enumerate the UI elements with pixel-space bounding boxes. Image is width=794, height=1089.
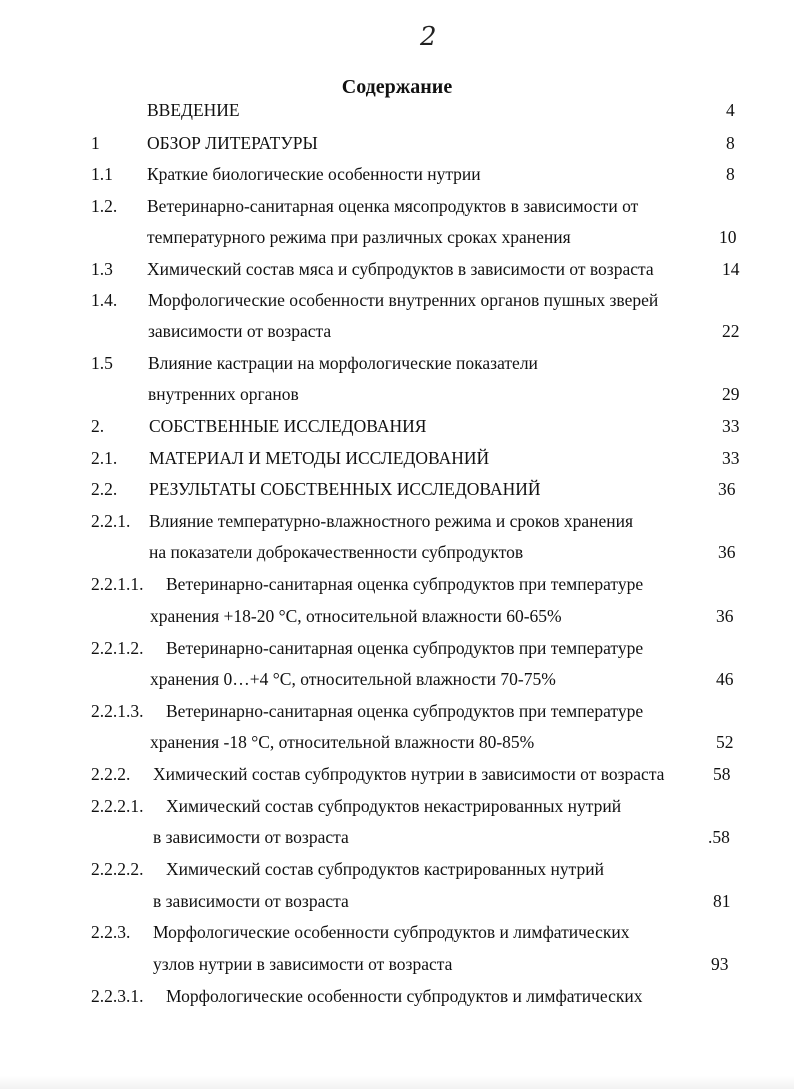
toc-number: 1.1: [91, 164, 113, 184]
toc-number: 1: [91, 133, 100, 153]
toc-page: 33: [722, 416, 740, 436]
toc-text: хранения -18 °С, относительной влажности 80-85%: [150, 732, 535, 752]
toc-line: [0, 669, 794, 693]
toc-page: 93: [711, 954, 729, 974]
toc-page: 10: [719, 227, 737, 247]
toc-page: 22: [722, 321, 740, 341]
toc-text: ОБЗОР ЛИТЕРАТУРЫ: [147, 133, 318, 153]
toc-page: 36: [718, 479, 736, 499]
toc-line: [0, 353, 794, 377]
toc-text: Ветеринарно-санитарная оценка мясопродуктов в зависимости от: [147, 196, 639, 216]
toc-line: [0, 764, 794, 788]
toc-text: Влияние кастрации на морфологические показатели: [148, 353, 538, 373]
toc-line: [0, 511, 794, 535]
toc-text: РЕЗУЛЬТАТЫ СОБСТВЕННЫХ ИССЛЕДОВАНИЙ: [149, 479, 541, 499]
toc-page: 36: [718, 542, 736, 562]
toc-line: [0, 416, 794, 440]
toc-page: 58: [713, 764, 731, 784]
toc-page: 4: [726, 100, 735, 120]
toc-number: 2.1.: [91, 448, 118, 468]
toc-line: [0, 227, 794, 251]
toc-line: [0, 542, 794, 566]
toc-text: Химический состав субпродуктов некастрированных нутрий: [166, 796, 622, 816]
toc-line: [0, 954, 794, 978]
toc-line: [0, 574, 794, 598]
toc-text: в зависимости от возраста: [153, 891, 349, 911]
toc-line: [0, 448, 794, 472]
toc-text: МАТЕРИАЛ И МЕТОДЫ ИССЛЕДОВАНИЙ: [149, 448, 490, 468]
toc-line: [0, 827, 794, 851]
toc-line: [0, 638, 794, 662]
toc-number: 2.2.1.: [91, 511, 131, 531]
toc-page: 29: [722, 384, 740, 404]
toc-page: 14: [722, 259, 740, 279]
toc-page: 8: [726, 133, 735, 153]
toc-text: Влияние температурно-влажностного режима и сроков хранения: [149, 511, 634, 531]
toc-line: [0, 732, 794, 756]
toc-text: Морфологические особенности субпродуктов и лимфатических: [166, 986, 643, 1006]
toc-number: 2.2.1.3.: [91, 701, 144, 721]
toc-text: Химический состав субпродуктов нутрии в зависимости от возраста: [153, 764, 665, 784]
toc-page: 33: [722, 448, 740, 468]
toc-text: Морфологические особенности внутренних органов пушных зверей: [148, 290, 659, 310]
toc-text: хранения +18-20 °С, относительной влажности 60-65%: [150, 606, 562, 626]
handwritten-page-number: 2: [420, 22, 437, 52]
toc-number: 2.2.2.: [91, 764, 131, 784]
toc-number: 1.2.: [91, 196, 118, 216]
toc-line: [0, 479, 794, 503]
toc-number: 2.2.1.2.: [91, 638, 144, 658]
toc-line: [0, 701, 794, 725]
toc-line: [0, 290, 794, 314]
toc-line: [0, 196, 794, 220]
toc-line: [0, 891, 794, 915]
toc-text: ВВЕДЕНИЕ: [147, 100, 240, 120]
toc-page: 52: [716, 732, 734, 752]
toc-number: 1.4.: [91, 290, 118, 310]
toc-number: 2.2.2.2.: [91, 859, 144, 879]
toc-text: Химический состав субпродуктов кастрированных нутрий: [166, 859, 604, 879]
toc-text: Ветеринарно-санитарная оценка субпродуктов при температуре: [166, 701, 644, 721]
toc-number: 2.2.: [91, 479, 118, 499]
toc-page: 8: [726, 164, 735, 184]
toc-line: [0, 606, 794, 630]
toc-page: 46: [716, 669, 734, 689]
toc-line: [0, 859, 794, 883]
toc-text: в зависимости от возраста: [153, 827, 349, 847]
toc-text: узлов нутрии в зависимости от возраста: [153, 954, 453, 974]
toc-line: [0, 100, 794, 124]
toc-line: [0, 986, 794, 1010]
toc-number: 2.: [91, 416, 105, 436]
toc-line: [0, 384, 794, 408]
toc-line: [0, 133, 794, 157]
toc-page: 36: [716, 606, 734, 626]
toc-number: 2.2.3.1.: [91, 986, 144, 1006]
toc-line: [0, 922, 794, 946]
toc-number: 1.3: [91, 259, 113, 279]
toc-text: температурного режима при различных сроках хранения: [147, 227, 571, 247]
toc-number: 2.2.2.1.: [91, 796, 144, 816]
toc-text: Химический состав мяса и субпродуктов в зависимости от возраста: [147, 259, 654, 279]
toc-text: хранения 0…+4 °С, относительной влажности 70-75%: [150, 669, 556, 689]
toc-line: [0, 796, 794, 820]
scan-bottom-edge: [0, 1076, 794, 1089]
toc-text: внутренних органов: [148, 384, 299, 404]
toc-text: Краткие биологические особенности нутрии: [147, 164, 481, 184]
toc-page: .58: [708, 827, 730, 847]
toc-line: [0, 164, 794, 188]
toc-number: 2.2.1.1.: [91, 574, 144, 594]
toc-line: [0, 259, 794, 283]
toc-text: Морфологические особенности субпродуктов и лимфатических: [153, 922, 630, 942]
toc-text: зависимости от возраста: [148, 321, 332, 341]
toc-page: 81: [713, 891, 731, 911]
toc-text: Ветеринарно-санитарная оценка субпродуктов при температуре: [166, 574, 644, 594]
toc-number: 1.5: [91, 353, 113, 373]
toc-text: на показатели доброкачественности субпродуктов: [149, 542, 524, 562]
toc-number: 2.2.3.: [91, 922, 131, 942]
page-title: Содержание: [341, 76, 453, 98]
toc-line: [0, 321, 794, 345]
toc-text: СОБСТВЕННЫЕ ИССЛЕДОВАНИЯ: [149, 416, 427, 436]
toc-text: Ветеринарно-санитарная оценка субпродуктов при температуре: [166, 638, 644, 658]
